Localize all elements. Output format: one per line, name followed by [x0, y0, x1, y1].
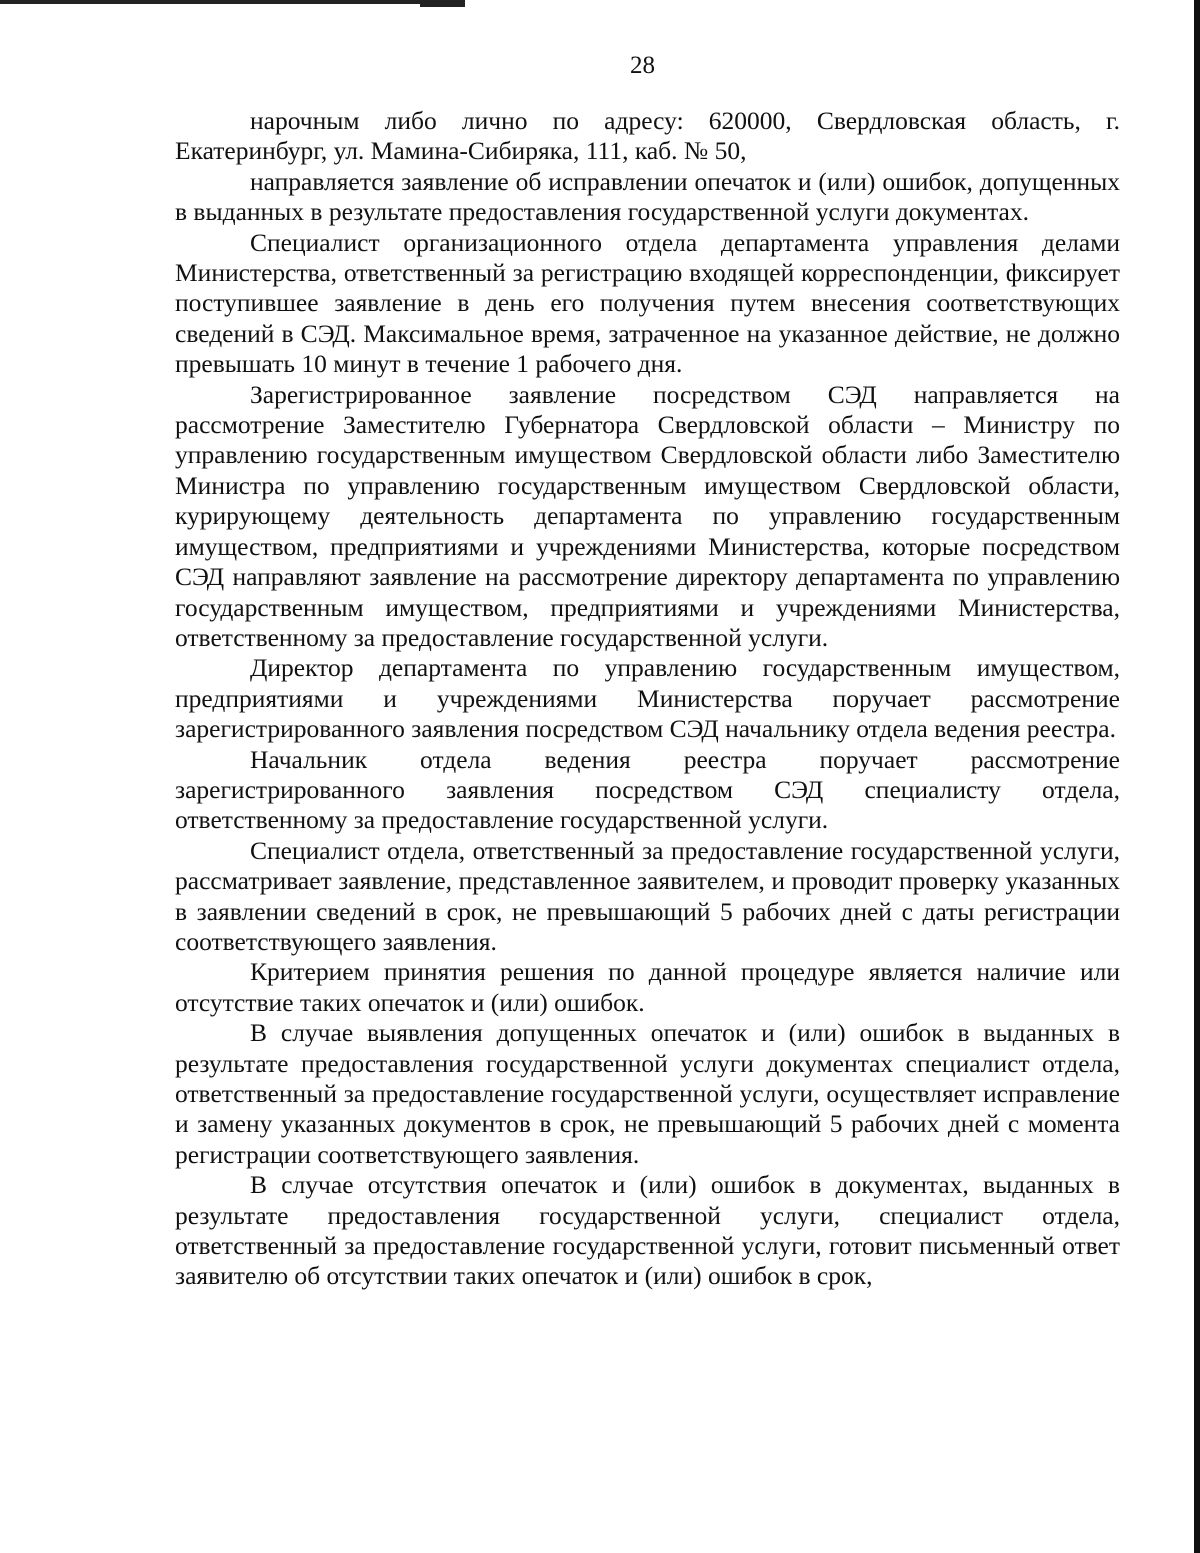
paragraph: В случае отсутствия опечаток и (или) ошибок в документах, выданных в результате предоставления государственной услуги, специалист отдела, ответственный за предоставление государственной услуги, готовит письменный ответ заявителю об отсутствии таких опечаток и (или) ошибок в срок,: [175, 1170, 1120, 1291]
paragraph: Зарегистрированное заявление посредством СЭД направляется на рассмотрение Заместителю Губернатора Свердловской области – Министру по управлению государственным имуществом Свердловской области либо Заместителю Министра по управлению государственным имуществом Свердловской области, курирующему деятельность департамента по управлению государственным имуществом, предприятиями и учреждениями Министерства, которые посредством СЭД направляют заявление на рассмотрение директору департамента по управлению государственным имуществом, предприятиями и учреждениями Министерства, ответственному за предоставление государственной услуги.: [175, 379, 1120, 652]
paragraph: направляется заявление об исправлении опечаток и (или) ошибок, допущенных в выданных в результате предоставления государственной услуги документах.: [175, 166, 1120, 227]
scan-top-mark: [420, 0, 465, 7]
page-number: 28: [630, 52, 655, 79]
paragraph: нарочным либо лично по адресу: 620000, Свердловская область, г. Екатеринбург, ул. Мамина-Сибиряка, 111, каб. № 50,: [175, 106, 1120, 166]
paragraph: Специалист организационного отдела департамента управления делами Министерства, ответственный за регистрацию входящей корреспонденции, фиксирует поступившее заявление в день его получения путем внесения соответствующих сведений в СЭД. Максимальное время, затраченное на указанное действие, не должно превышать 10 минут в течение 1 рабочего дня.: [175, 227, 1120, 379]
document-body: [175, 106, 1120, 1292]
paragraph: Специалист отдела, ответственный за предоставление государственной услуги, рассматривает заявление, представленное заявителем, и проводит проверку указанных в заявлении сведений в срок, не превышающий 5 рабочих дней с даты регистрации соответствующего заявления.: [175, 835, 1120, 956]
paragraph: Критерием принятия решения по данной процедуре является наличие или отсутствие таких опечаток и (или) ошибок.: [175, 957, 1120, 1017]
paragraph: В случае выявления допущенных опечаток и (или) ошибок в выданных в результате предоставления государственной услуги документах специалист отдела, ответственный за предоставление государственной услуги, осуществляет исправление и замену указанных документов в срок, не превышающий 5 рабочих дней с момента регистрации соответствующего заявления.: [175, 1018, 1120, 1169]
paragraph: Начальник отдела ведения реестра поручает рассмотрение зарегистрированного заявления посредством СЭД специалисту отдела, ответственному за предоставление государственной услуги.: [175, 744, 1120, 835]
scan-right-edge: [1194, 0, 1200, 1553]
scan-top-rule: [0, 0, 420, 4]
paragraph: Директор департамента по управлению государственным имуществом, предприятиями и учреждениями Министерства поручает рассмотрение зарегистрированного заявления посредством СЭД начальнику отдела ведения реестра.: [175, 653, 1120, 744]
